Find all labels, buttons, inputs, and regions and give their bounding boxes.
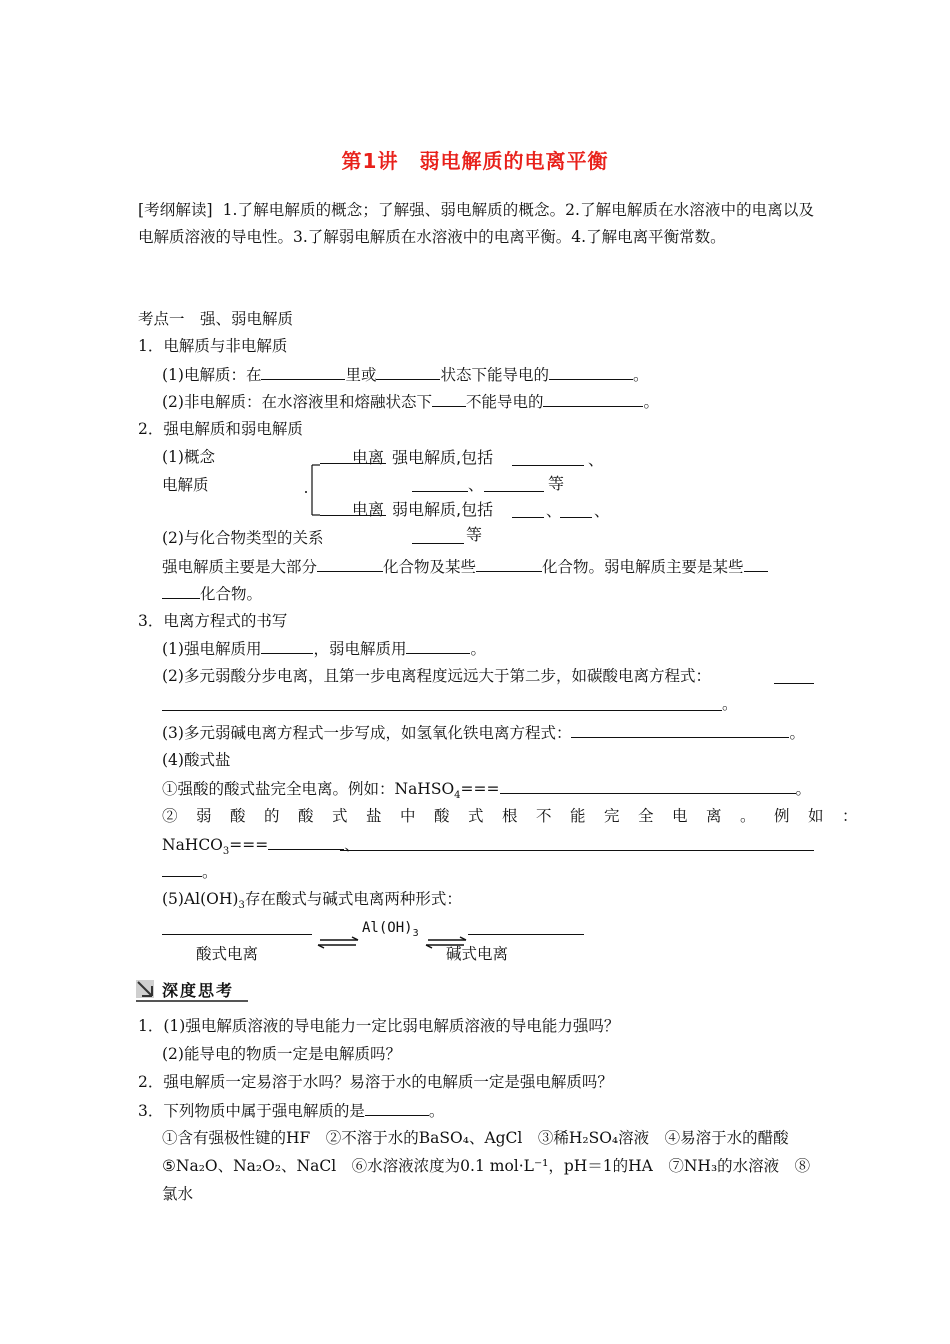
blank[interactable] (476, 555, 542, 572)
blank[interactable] (549, 363, 633, 380)
base-ionization-label: 碱式电离 (446, 945, 509, 963)
s2-electrolyte: 电解质 (162, 476, 209, 494)
s3-heading: 3．电离方程式的书写 (138, 612, 288, 630)
weak-deng: 等 (466, 525, 483, 544)
slash-box-icon (136, 980, 156, 998)
blank[interactable] (376, 363, 440, 380)
blank[interactable] (261, 637, 313, 654)
blank[interactable] (162, 860, 202, 877)
s3-p2-blank-a[interactable] (774, 683, 814, 684)
weak-blank-3[interactable] (412, 543, 464, 544)
blank[interactable] (744, 555, 768, 572)
blank[interactable] (317, 555, 383, 572)
kaodian-heading: 考点一 强、弱电解质 (138, 310, 294, 328)
strong-ionize: 电离 (352, 448, 385, 467)
strong-comma-1: 、 (588, 451, 604, 469)
s2-relation-text: 强电解质主要是大部分 化合物及某些 化合物。弱电解质主要是某些 (162, 555, 768, 578)
deep-thinking-header: 深度思考 (136, 978, 248, 1002)
strong-ionize-underline (350, 463, 386, 464)
base-ionization-blank[interactable] (468, 934, 584, 935)
question-1b: (2)能导电的物质一定是电解质吗？ (162, 1045, 401, 1063)
acid-ionization-blank[interactable] (162, 934, 312, 935)
options-line-2: ⑤Na₂O、Na₂O₂、NaCl ⑥水溶液浓度为0.1 mol·L⁻¹，pH＝1的HA ⑦NH₃的水溶液 ⑧ (162, 1157, 811, 1175)
weak-ionize: 电离 (352, 500, 385, 519)
blank[interactable] (261, 363, 345, 380)
s3-p4b-3: 。 (162, 860, 218, 883)
question-3: 3．下列物质中属于强电解质的是 。 (138, 1099, 444, 1122)
page-title: 第1讲 弱电解质的电离平衡 (341, 149, 609, 173)
strong-blank-3[interactable] (484, 491, 544, 492)
blank[interactable] (162, 582, 200, 599)
header-underline (136, 1000, 248, 1002)
weak-comma-2: 、 (594, 502, 610, 520)
s2-heading: 2．强电解质和弱电解质 (138, 420, 303, 438)
strong-deng: 等 (548, 474, 565, 493)
s3-p2-blank-b[interactable] (162, 710, 722, 711)
weak-comma-1: 、 (546, 502, 562, 520)
s3-p5: $(5)Al(OH)_3$存在酸式与碱式电离两种形式： (162, 890, 462, 912)
s3-p2-end: 。 (722, 695, 738, 713)
blank[interactable] (571, 721, 789, 738)
s1-heading: 1．电解质与非电解质 (138, 337, 288, 355)
options-line-3: 氯水 (162, 1185, 194, 1203)
strong-blank-1[interactable] (512, 465, 584, 466)
strong-label: 强电解质,包括 (392, 448, 494, 467)
weak-blank-1[interactable] (512, 517, 544, 518)
s2-concept: (1)概念 (162, 448, 215, 466)
s3-p4b: ②弱酸的酸式盐中酸式根不能完全电离。例如： (162, 807, 877, 825)
equilibrium-arrow-left (316, 936, 360, 950)
weak-label: 弱电解质,包括 (392, 500, 494, 519)
s3-p1: (1)强电解质用 ，弱电解质用 。 (162, 637, 486, 660)
s3-p4b-2: NaHCO$_3$=== 、 (162, 833, 360, 863)
question-1a: 1．(1)强电解质溶液的导电能力一定比弱电解质溶液的导电能力强吗？ (138, 1017, 620, 1035)
s1-item-a: (1)电解质：在 里或 状态下能导电的 。 (162, 363, 649, 386)
s2-relation: (2)与化合物类型的关系 (162, 529, 324, 547)
s3-p4: (4)酸式盐 (162, 751, 231, 769)
outline-label: [考纲解读] (138, 201, 213, 219)
blank[interactable] (500, 777, 796, 794)
aluminum-hydroxide: $Al(OH)_3$ (362, 920, 419, 939)
strong-prefix-blank[interactable] (320, 463, 350, 464)
weak-ionize-underline (350, 515, 386, 516)
blank[interactable] (365, 1099, 429, 1116)
s3-p2: (2)多元弱酸分步电离，且第一步电离程度远远大于第二步，如碳酸电离方程式： (162, 667, 711, 685)
blank[interactable] (543, 390, 643, 407)
outline-paragraph (138, 197, 814, 251)
strong-blank-2[interactable] (412, 491, 468, 492)
outline-text: 1.了解电解质的概念；了解强、弱电解质的概念。2.了解电解质在水溶液中的电离以及电解质溶液的导电性。3.了解弱电解质在水溶液中的电离平衡。4.了解电离平衡常数。 (138, 201, 814, 246)
s1-item-b: (2)非电解质：在水溶液里和熔融状态下 不能导电的 。 (162, 390, 659, 413)
s3-p4b-blank-long[interactable] (340, 850, 814, 851)
s3-p4a: ①强酸的酸式盐完全电离。例如：NaHSO$_4$=== 。 (162, 777, 811, 807)
strong-comma-2: 、 (468, 476, 484, 494)
s2-relation-text-2: 化合物。 (162, 582, 262, 605)
blank[interactable] (406, 637, 470, 654)
question-2: 2．强电解质一定易溶于水吗？易溶于水的电解质一定是强电解质吗？ (138, 1073, 613, 1091)
blank[interactable] (268, 833, 344, 850)
options-line-1: ①含有强极性键的HF ②不溶于水的BaSO₄、AgCl ③稀H₂SO₄溶液 ④易溶于水的醋酸 (162, 1129, 789, 1147)
s3-p3: (3)多元弱碱电离方程式一步写成，如氢氧化铁电离方程式： 。 (162, 721, 805, 744)
weak-prefix-blank[interactable] (320, 515, 350, 516)
acid-ionization-label: 酸式电离 (196, 945, 259, 963)
blank[interactable] (432, 390, 466, 407)
weak-blank-2[interactable] (560, 517, 592, 518)
